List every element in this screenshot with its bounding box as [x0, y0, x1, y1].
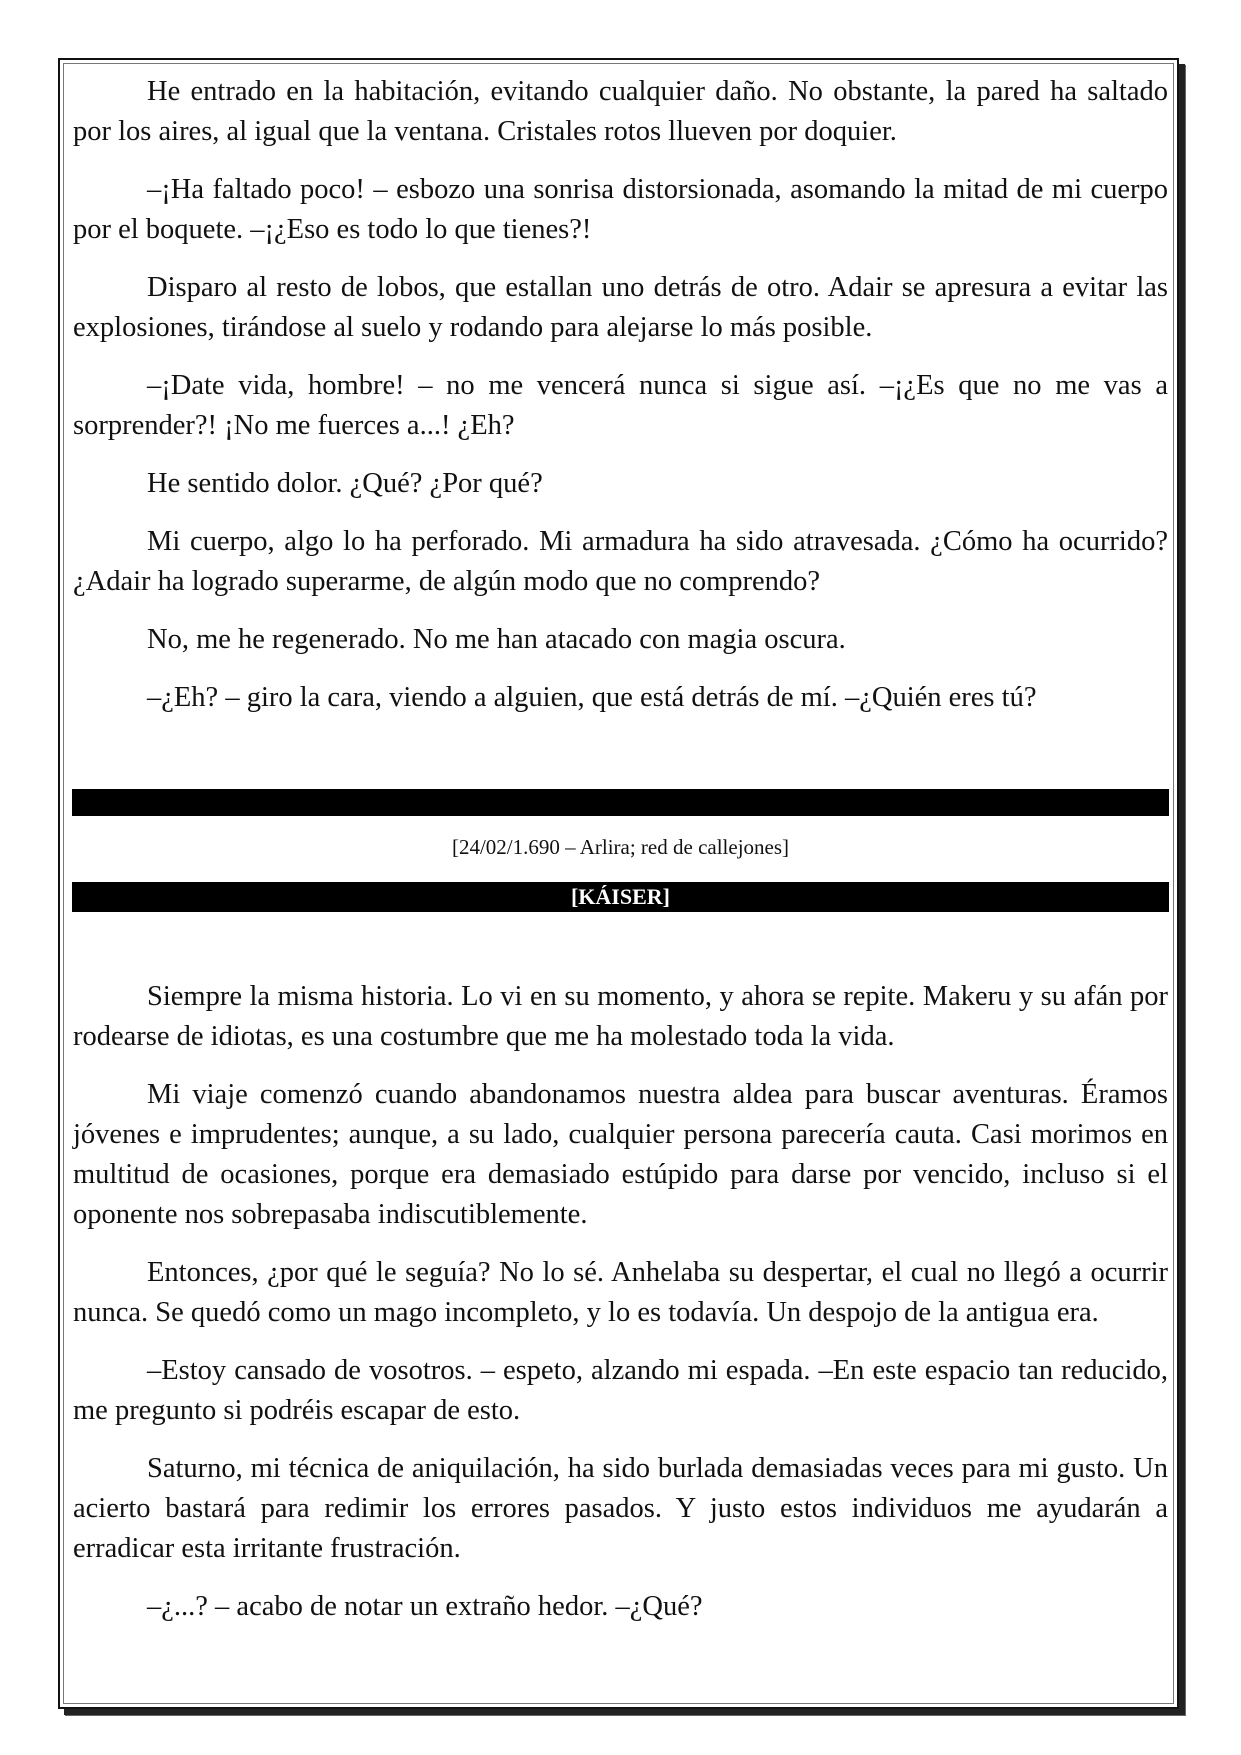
- paragraph: Siempre la misma historia. Lo vi en su momento, y ahora se repite. Makeru y su afán por rodearse de idiotas, es una costumbre que me ha molestado toda la vida.: [73, 981, 1168, 1052]
- paragraph: Entonces, ¿por qué le seguía? No lo sé. Anhelaba su despertar, el cual no llegó a ocurrir nunca. Se quedó como un mago incompleto, y lo es todavía. Un despojo de la antigua era.: [73, 1257, 1168, 1328]
- paragraph: –¡Date vida, hombre! – no me vencerá nunca si sigue así. –¡¿Es que no me vas a sorprender?! ¡No me fuerces a...! ¿Eh?: [73, 370, 1168, 441]
- paragraph: –¿Eh? – giro la cara, viendo a alguien, que está detrás de mí. –¿Quién eres tú?: [147, 682, 1037, 713]
- paragraph: –¡Ha faltado poco! – esbozo una sonrisa distorsionada, asomando la mitad de mi cuerpo por el boquete. –¡¿Eso es todo lo que tienes?!: [73, 174, 1168, 245]
- section-1-text: [73, 72, 1168, 736]
- paragraph: He entrado en la habitación, evitando cualquier daño. No obstante, la pared ha saltado por los aires, al igual que la ventana. Cristales rotos llueven por doquier.: [73, 76, 1168, 147]
- paragraph: No, me he regenerado. No me han atacado con magia oscura.: [147, 624, 846, 655]
- paragraph: Saturno, mi técnica de aniquilación, ha sido burlada demasiadas veces para mi gusto. Un acierto bastará para redimir los errores pasados. Y justo estos individuos me ayudarán a erradicar esta irritante frustración.: [73, 1453, 1168, 1564]
- section-2-text: [73, 977, 1168, 1645]
- section-divider-bar: [72, 789, 1169, 816]
- scene-dateline: [24/02/1.690 – Arlira; red de callejones]: [451, 835, 790, 859]
- paragraph: Mi cuerpo, algo lo ha perforado. Mi armadura ha sido atravesada. ¿Cómo ha ocurrido? ¿Adair ha logrado superarme, de algún modo que no comprendo?: [73, 526, 1168, 597]
- paragraph: He sentido dolor. ¿Qué? ¿Por qué?: [147, 468, 543, 499]
- paragraph: –¿...? – acabo de notar un extraño hedor. –¿Qué?: [147, 1591, 703, 1622]
- paragraph: Disparo al resto de lobos, que estallan uno detrás de otro. Adair se apresura a evitar las explosiones, tirándose al suelo y rodando para alejarse lo más posible.: [73, 272, 1168, 343]
- paragraph: –Estoy cansado de vosotros. – espeto, alzando mi espada. –En este espacio tan reducido, me pregunto si podréis escapar de esto.: [73, 1355, 1168, 1426]
- paragraph: Mi viaje comenzó cuando abandonamos nuestra aldea para buscar aventuras. Éramos jóvenes e imprudentes; aunque, a su lado, cualquier persona parecería cauta. Casi morimos en multitud de ocasiones, porque era demasiado estúpido para darse por vencido, incluso si el oponente nos sobrepasaba indiscutiblemente.: [73, 1079, 1168, 1230]
- character-header: [KÁISER]: [72, 882, 1169, 912]
